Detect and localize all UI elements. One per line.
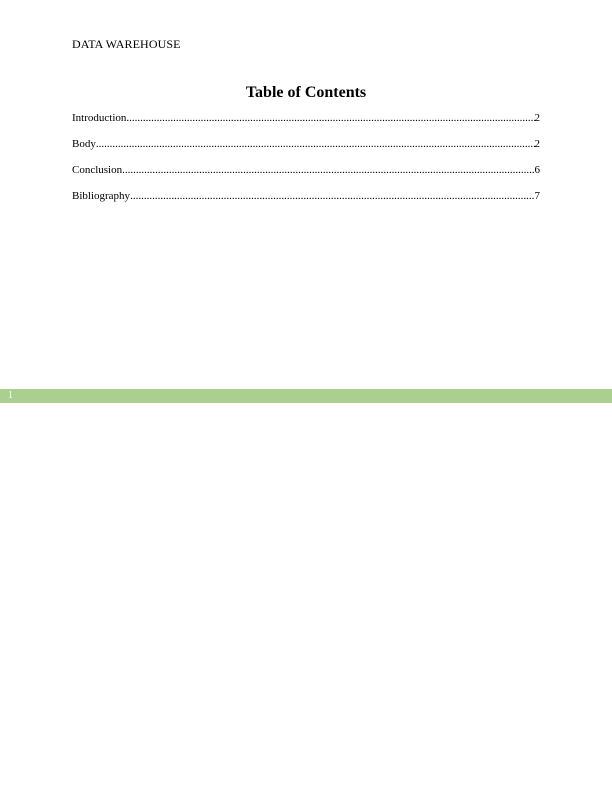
toc-dot-leader (122, 163, 534, 177)
toc-list (72, 111, 540, 215)
toc-entry-body[interactable] (72, 137, 540, 163)
running-header: DATA WAREHOUSE (72, 37, 181, 51)
toc-dot-leader (130, 189, 534, 203)
toc-entry-bibliography[interactable] (72, 189, 540, 215)
toc-entry-page: 2 (534, 112, 540, 124)
toc-entry-conclusion[interactable] (72, 163, 540, 189)
toc-entry-page: 2 (534, 138, 540, 150)
toc-entry-label: Bibliography (72, 190, 131, 202)
toc-dot-leader (126, 111, 534, 125)
page-number: 1 (8, 390, 13, 401)
toc-entry-label: Conclusion (72, 164, 123, 176)
toc-entry-label: Body (72, 138, 96, 150)
toc-title: Table of Contents (245, 84, 367, 101)
toc-entry-page: 6 (534, 164, 540, 176)
toc-entry-page: 7 (534, 190, 540, 202)
toc-entry-label: Introduction (72, 112, 127, 124)
toc-entry-introduction[interactable] (72, 111, 540, 137)
page-number-band (0, 389, 612, 403)
toc-dot-leader (96, 137, 535, 151)
